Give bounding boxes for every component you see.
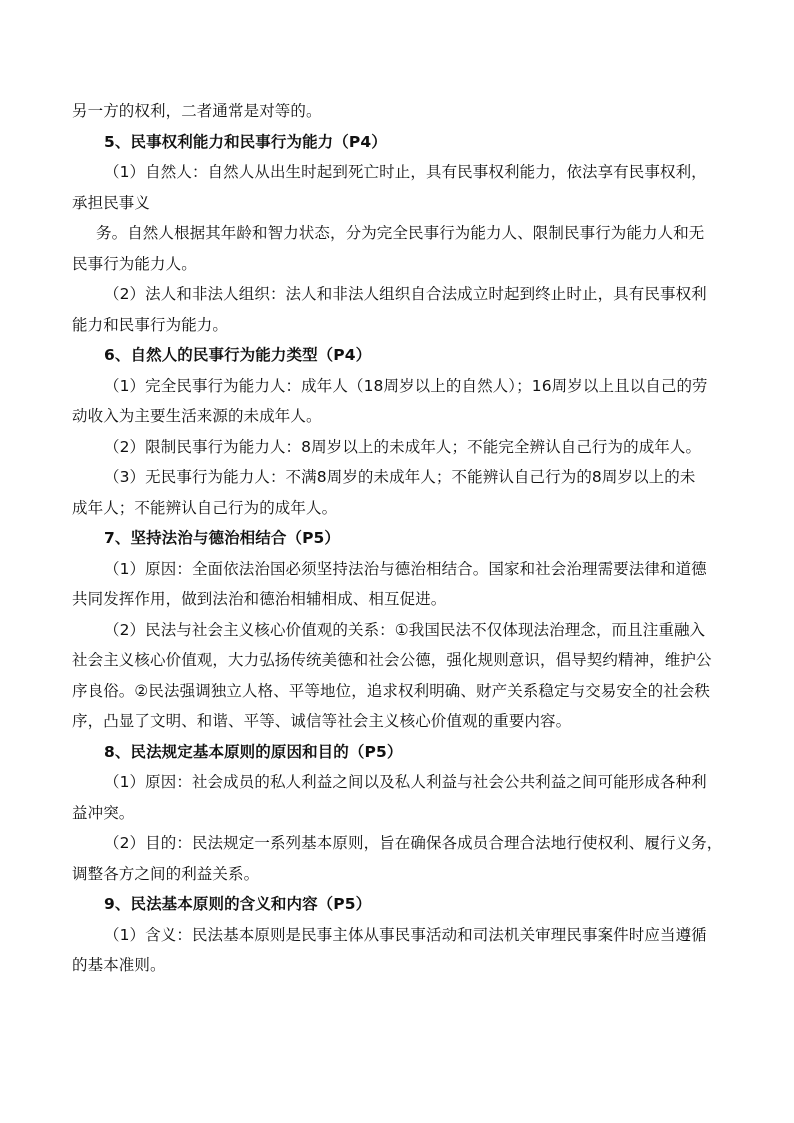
paragraph-line: （1）完全民事行为能力人：成年人（18周岁以上的自然人）；16周岁以上且以自己的劳 (104, 376, 708, 395)
paragraph-line: （2）法人和非法人组织：法人和非法人组织自合法成立时起到终止时止，具有民事权利 (104, 285, 707, 303)
paragraph-line: 共同发挥作用，做到法治和德治相辅相成、相互促进。 (72, 590, 447, 608)
paragraph-line: （2）限制民事行为能力人：8周岁以上的未成年人；不能完全辨认自己行为的成年人。 (104, 437, 702, 456)
paragraph-line: 民事行为能力人。 (72, 254, 197, 273)
section-heading-5: 5、民事权利能力和民事行为能力（P4） (104, 132, 387, 151)
section-heading-7: 7、坚持法治与德治相结合（P5） (104, 529, 341, 547)
paragraph-line: 能力和民事行为能力。 (72, 315, 229, 334)
section-heading-9: 9、民法基本原则的含义和内容（P5） (104, 895, 372, 913)
paragraph-line: 的基本准则。 (72, 956, 166, 974)
paragraph-line: （1）含义：民法基本原则是民事主体从事民事活动和司法机关审理民事案件时应当遵循 (104, 925, 707, 944)
paragraph-line: 成年人；不能辨认自己行为的成年人。 (72, 498, 338, 517)
paragraph-line: （2）目的：民法规定一系列基本原则，旨在确保各成员合理合法地行使权利、履行义务， (104, 834, 723, 852)
section-heading-6: 6、自然人的民事行为能力类型（P4） (104, 346, 372, 364)
paragraph-line: （2）民法与社会主义核心价值观的关系：①我国民法不仅体现法治理念，而且注重融入 (104, 620, 706, 639)
paragraph-line: 序良俗。②民法强调独立人格、平等地位，追求权利明确、财产关系稳定与交易安全的社会秩 (72, 681, 710, 700)
paragraph-line: 承担民事义 (72, 193, 151, 212)
paragraph-line: 调整各方之间的利益关系。 (72, 864, 260, 883)
paragraph-line: 务。自然人根据其年龄和智力状态，分为完全民事行为能力人、限制民事行为能力人和无 (96, 224, 705, 242)
document-page (72, 96, 727, 981)
paragraph-line: （1）原因：全面依法治国必须坚持法治与德治相结合。国家和社会治理需要法律和道德 (104, 559, 707, 578)
paragraph-line: 另一方的权利，二者通常是对等的。 (72, 102, 322, 120)
paragraph-line: 社会主义核心价值观，大力弘扬传统美德和社会公德，强化规则意识，倡导契约精神，维护公 (72, 651, 712, 669)
paragraph-line: （1）自然人：自然人从出生时起到死亡时止，具有民事权利能力，依法享有民事权利， (104, 163, 707, 181)
paragraph-line: （3）无民事行为能力人：不满8周岁的未成年人；不能辨认自己行为的8周岁以上的未 (104, 468, 696, 486)
paragraph-line: 益冲突。 (72, 803, 135, 822)
section-heading-8: 8、民法规定基本原则的原因和目的（P5） (104, 742, 403, 761)
paragraph-line: 序，凸显了文明、和谐、平等、诚信等社会主义核心价值观的重要内容。 (72, 712, 572, 730)
paragraph-line: 动收入为主要生活来源的未成年人。 (72, 407, 322, 425)
paragraph-line: （1）原因：社会成员的私人利益之间以及私人利益与社会公共利益之间可能形成各种利 (104, 773, 707, 791)
